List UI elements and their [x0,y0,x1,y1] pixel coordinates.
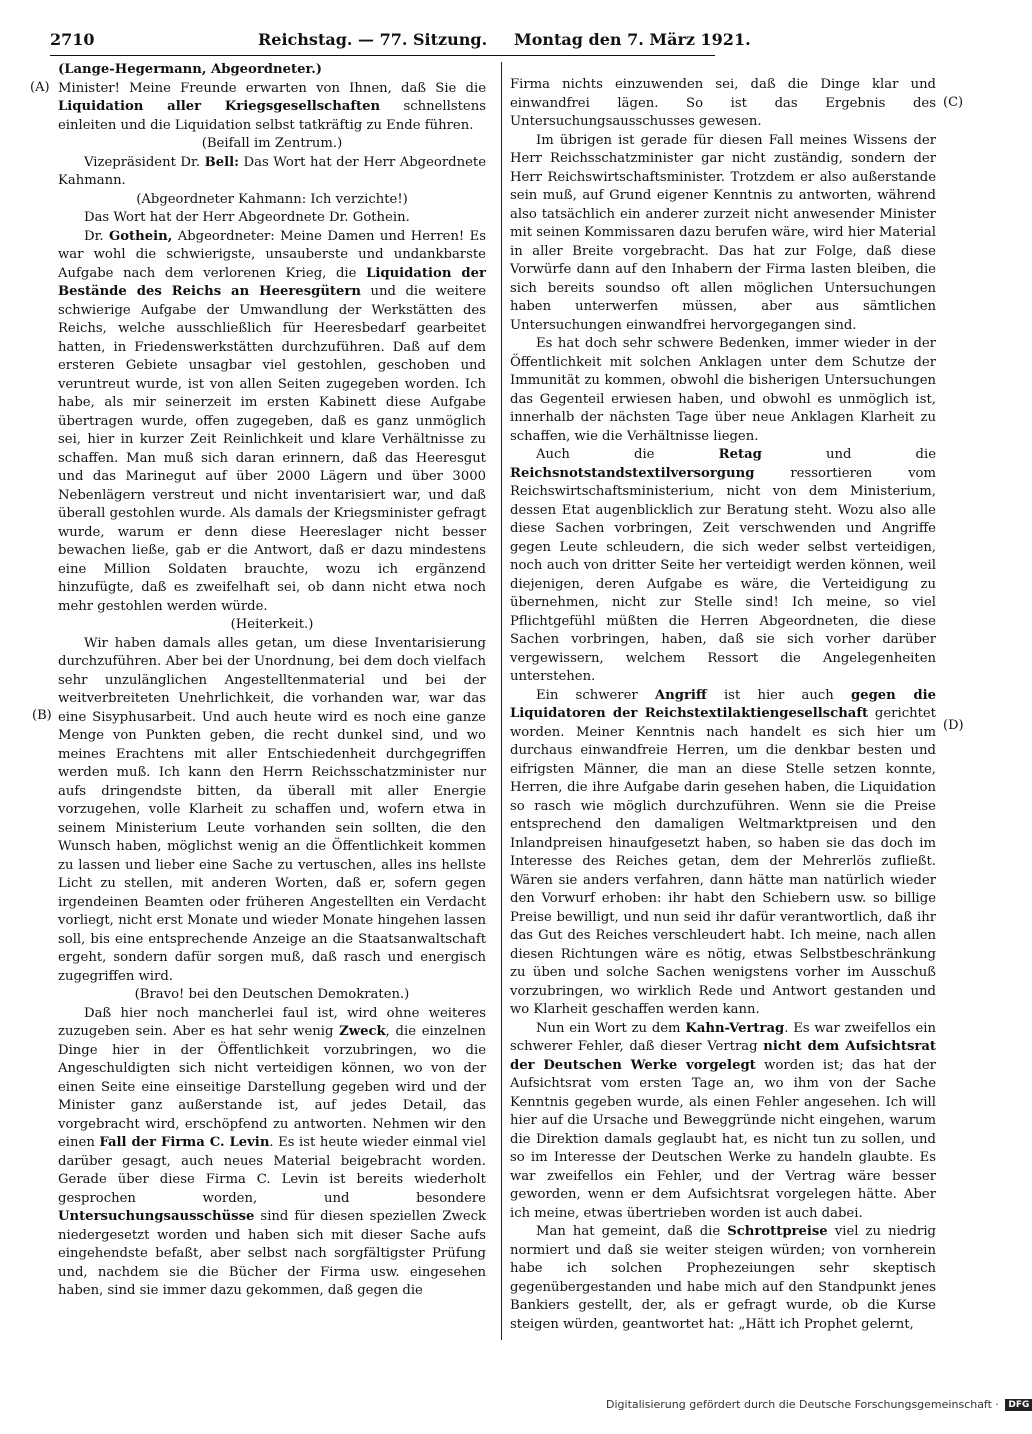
paragraph: Es hat doch sehr schwere Bedenken, immer wieder in der Öffentlichkeit mit solchen Anklagen unter dem Schutze der Immunität zu kommen, obwohl die bisherigen Untersuchungen das Gegenteil erwiesen haben, und obwohl es unmöglich ist, innerhalb der nächsten Tage über neue Anklagen Klarheit zu schaffen, wie die Verhältnisse liegen. [510,336,936,444]
text-run: Firma nichts einzuwenden sei, daß die Dinge klar und einwandfrei lägen. So ist das Ergebnis des Untersuchungsausschusses gewesen. [510,77,936,129]
speaker-name: Bell: [204,154,240,170]
emphasis: gegen die Liquidatoren der Reichstextilaktiengesellschaft [510,687,936,721]
emphasis: Fall der Firma C. Levin [99,1135,270,1150]
running-title: Reichstag. — 77. Sitzung. [258,30,488,49]
text-run: Daß hier noch mancherlei faul ist, wird ohne weiteres zuzugeben sein. Aber es hat sehr wenig [58,1005,486,1039]
left-column [58,61,486,1301]
paragraph [510,1020,936,1224]
dfg-logo: DFG [1005,1399,1032,1411]
paragraph [510,1223,936,1334]
text-run: gerichtet worden. Meiner Kenntnis nach handelt es sich hier um durchaus einwandfreie Herren, um die denkbar besten und eifrigsten Männer, die man an diese Stelle setzen konnte, Herren, die ihre Aufgabe darin gesehen haben, die Liquidation so rasch wie möglich durchzuführen. Wenn sie die Preise entsprechend den damaligen Weltmarktpreisen und den Inlandpreisen hinaufgesetzt haben, so haben sie das doch im Interesse des Reiches getan, dem der Mehrerlös zufließt. Wären sie anders verfahren, dann hätte man natürlich wieder den Vorwurf erhoben: ihr habt den Schiebern usw. so billige Preise bewilligt, und nun seid ihr dafür verantwortlich, daß ihr das Gut des Reiches verschleudert habt. Ich meine, nach allen diesen Richtungen wäre es nötig, etwas Selbstbeschränkung zu üben und solche Sachen wenigstens vorher im Ausschuß vorzubringen, wo wirklich Rede und Antwort gestanden und wo Klarheit geschaffen werden kann. [510,706,936,1017]
emphasis: Retag [718,447,762,462]
text-run: Man hat gemeint, daß die [536,1224,728,1239]
text-run: viel zu niedrig normiert und daß sie weiter steigen würden; von vornherein habe ich solchen Prophezeiungen sehr skeptisch gegenübergestanden und habe mich auf den Standpunkt jenes Bankiers gestellt, der, als er gefragt wurde, ob die Kurse steigen würden, geantwortet hat: „Hätt ich Prophet gelernt, [510,1224,936,1332]
text-run: ressortieren vom Reichswirtschaftsministerium, nicht von dem Ministerium, dessen Etat augenblicklich zur Beratung steht. Wozu also alle diese Sachen vorbringen, Zeit verschwenden und Angriffe gegen Leute schleudern, die sich weder selbst verteidigen, noch auch von dritter Seite her verteidigt werden können, weil diejenigen, deren Aufgabe es wäre, die Verteidigung zu übernehmen, nicht zur Stelle sind! Ich meine, so viel Pflichtgefühl müßten die Herren Abgeordneten, die diese Sachen vorbringen, haben, daß sie sich vorher darüber vergewissern, welchem Ressort die Angelegenheiten unterstehen. [510,465,936,684]
emphasis: Liquidation aller Kriegsgesellschaften [58,99,381,114]
paragraph [510,446,936,687]
emphasis: Kahn-Vertrag [685,1020,785,1036]
right-column [510,76,936,1334]
vice-president-remark: Vizepräsident Dr. Bell: Das Wort hat der Herr Abgeordnete Kahmann. [58,154,486,188]
paragraph: Im übrigen ist gerade für diesen Fall meines Wissens der Herr Reichsschatzminister gar nicht zuständig, sondern der Herr Reichswirtschaftsminister. Trotzdem er also außerstande sein muß, auf Grund eigener Kenntnis zu antworten, während also tatsächlich ein anderer zurzeit nicht anwesender Minister mit seinen Kommissaren dazu berufen wäre, wird hier Material in aller Breite vorgebracht. Das hat zur Folge, daß diese Vorwürfe dann auf den Inhabern der Firma lasten bleiben, die sich bereits soundso oft allen möglichen Untersuchungen haben unterwerfen müssen, aber aus sämtlichen Untersuchungen einwandfrei hervorgegangen sind. [510,132,936,333]
margin-marker-d: (D) [943,718,964,733]
emphasis: Gothein, [109,228,173,244]
sitting-date: Montag den 7. März 1921. [514,30,751,49]
paragraph: Wir haben damals alles getan, um diese Inventarisierung durchzuführen. Aber bei der Unordnung, bei dem doch vielfach sehr unzulänglichen Angestelltenmaterial und bei der weitverbreiteten Unehrlichkeit, die vorhanden war, war das eine Sisyphusarbeit. Und auch heute wird es noch eine ganze Menge von Punkten geben, die recht dunkel sind, und wo meines Erachtens mit aller Entschiedenheit durchgegriffen werden muß. Ich kann den Herrn Reichsschatzminister nur aufs dringendste bitten, da überall mit aller Energie vorzugehen, volle Klarheit zu schaffen und, wofern etwa in seinem Ministerium Leute vorhanden sein sollten, die den Wunsch haben, möglichst wenig an die Öffentlichkeit kommen zu lassen und lieber eine Sache zu vertuschen, alles ins hellste Licht zu stellen, mit anderen Worten, daß er, sofern gegen irgendeinen Beamten oder früheren Angestellten ein Verdacht vorliegt, nicht erst Monate und wieder Monate hingehen lassen soll, bis eine entsprechende Anzeige an die Staatsanwaltschaft ergeht, sondern dafür sorgen muß, daß rasch und energisch zugegriffen wird. [58,635,486,984]
paragraph [58,80,486,136]
digitization-credit [606,1398,1032,1411]
emphasis: Zweck [339,1024,386,1039]
text-run: Abgeordneter: Meine Damen und Herren! Es war wohl die schwierigste, unsauberste und undankbarste Aufgabe nach dem verlorenen Krieg, die [58,228,487,281]
floor-given: Das Wort hat der Herr Abgeordnete Dr. Gothein. [84,210,410,225]
applause-note: (Beifall im Zentrum.) [201,136,343,151]
laughter-note: (Heiterkeit.) [230,617,314,632]
bravo-note: (Bravo! bei den Deutschen Demokraten.) [134,987,410,1002]
speaker-continuation: (Lange-Hegermann, Abgeordneter.) [58,62,323,77]
text-run: Dr. [84,228,109,244]
text-run: und die weitere schwierige Aufgabe der Umwandlung der Werkstätten des Reichs, welche ausschließlich für Heeresbedarf gearbeitet hatten, in Friedenswerkstätten durchzuführen. Daß auf dem ersteren Gebiete unsagbar viel gestohlen, geschoben und veruntreut wurde, ist von allen Seiten zugegeben worden. Ich habe, als mir seinerzeit im ersten Kabinett diese Aufgabe übertragen wurde, offen zugegeben, daß es ganz unmöglich sei, hier in kurzer Zeit Reinlichkeit und klare Verhältnisse zu schaffen. Man muß sich daran erinnern, daß das Heeresgut und das Marinegut auf über 2000 Lägern und über 3000 Nebenlägern verstreut und nicht inventarisiert war, und daß überall gestohlen wurde. Als damals der Kriegsminister gefragt wurde, warum er denn diese Heereslager nicht besser bewachen ließe, gab er die Antwort, daß er dazu mindestens eine Million Soldaten brauchte, wozu ich ergänzend hinzufügte, daß es zweifelhaft sei, ob dann nicht etwa noch mehr gestohlen werden würde. [58,284,487,614]
text-run: . Es ist heute wieder einmal viel darüber gesagt, auch neues Material beigebracht worden. Gerade über diese Firma C. Levin ist bereits wiederholt gesprochen worden, und besondere [58,1135,486,1206]
emphasis: Reichsnotstandstextilversorgung [510,465,755,481]
column-divider [501,62,502,1340]
text-run: . Es war zweifellos ein schwerer Fehler, daß dieser Vertrag [510,1020,936,1054]
credit-text: Digitalisierung gefördert durch die Deutsche Forschungsgemeinschaft · [606,1398,999,1411]
emphasis: Angriff [654,687,707,703]
text-run: worden ist; das hat der Aufsichtsrat vom ersten Tage an, wo ihm von der Sache Kenntnis gegeben wurde, als einen Fehler angesehen. Ich will hier auf die Ursache und Beweggründe nicht eingehen, warum die Direktion damals geglaubt hat, es nicht tun zu sollen, und so im Interesse der Deutschen Werke zu handeln glaubte. Es war zweifellos ein Fehler, und der Vertrag wäre besser geworden, wenn er dem Aufsichtsrat vorgelegen hätte. Aber ich meine, etwas übertrieben worden ist auch dabei. [510,1057,936,1221]
page-number: 2710 [50,30,95,49]
text-run: sind für diesen speziellen Zweck niedergesetzt worden und haben sich mit dieser Sache aufs eingehendste befaßt, aber selbst nach sorgfältigster Prüfung und, nachdem sie die Bücher der Firma usw. eingesehen haben, sind sie immer dazu gekommen, daß gegen die [58,1209,486,1298]
paragraph [510,687,936,1020]
emphasis: Untersuchungsausschüsse [58,1209,255,1224]
text-run: Minister! Meine Freunde erwarten von Ihnen, daß Sie die [58,80,486,96]
text-run: Auch die [536,447,719,462]
text-run: und die [761,447,936,462]
text-run: , die einzelnen Dinge hier in der Öffentlichkeit vorzubringen, wo die Angeschuldigten sich nicht verteidigen können, wo von der einen Seite eine einseitige Darstellung gegeben wird und der Minister ganz außerstande ist, auf jedes Detail, das vorgebracht wird, erschöpfend zu antworten. Nehmen wir den einen [58,1024,486,1150]
text-run: schnellstens einleiten und die Liquidation selbst tatkräftig zu Ende führen. [58,99,486,133]
paragraph [510,76,936,132]
text-run: Nun ein Wort zu dem [536,1020,686,1036]
paragraph [58,228,486,617]
emphasis: Schrottpreise [727,1224,828,1239]
paragraph [58,1005,486,1301]
margin-marker-b: (B) [32,708,52,723]
text-run: Ein schwerer [536,687,655,703]
interjection-note: (Abgeordneter Kahmann: Ich verzichte!) [136,191,408,207]
header-rule [50,55,715,56]
text-run: ist hier auch [706,687,851,703]
emphasis: nicht dem Aufsichtsrat der Deutschen Werke vorgelegt [510,1039,936,1073]
margin-marker-c: (C) [943,95,964,110]
emphasis: Liquidation der Bestände des Reichs an Heeresgütern [58,265,486,299]
margin-marker-a: (A) [30,80,50,95]
